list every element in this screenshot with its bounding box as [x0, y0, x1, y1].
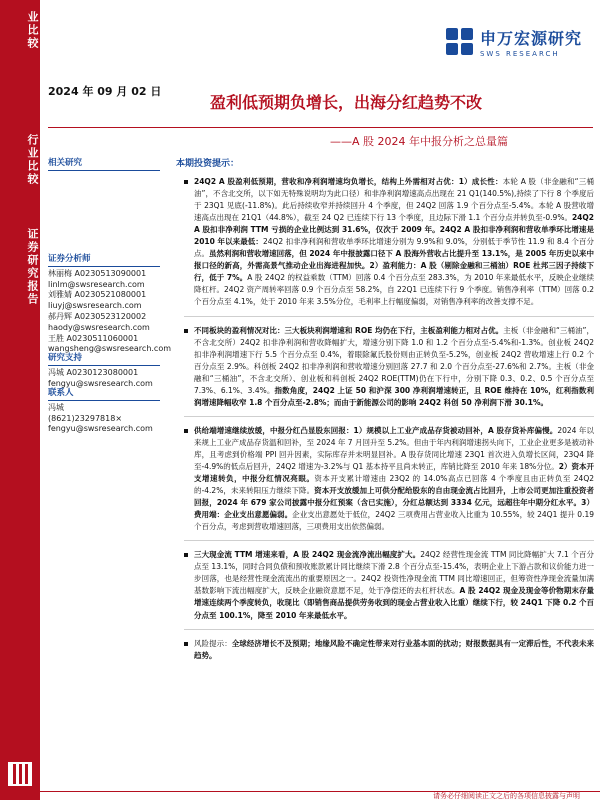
tip-text-bold: 资本开支放缓加上可供分配给股东的自由现金流占比回升，上市公司更加注重投资者回报，2024 年 679 家公司披露中报分红预案（含已实施），分红总额达到 3334 亿元，远超往年中期分红水平。3）费用端：企业支出意愿偏弱。: [194, 486, 594, 520]
tip-text: A 股 24Q2 的权益乘数（TTM）回落 0.4 个百分点至 283.3%，为 2010 年来最低水平，反映企业继续降杠杆。24Q2 资产周转率回落 0.9 个百分点至 58.2%，自 22Q1 已连续下行 9 个季度。销售净利率（TTM）回落 0.2 个百分点至 4.1%，处于 2010 年来 3.5%分位，毛利率上行幅度偏弱，对销售净利率的改善支撑不足。: [194, 273, 594, 307]
tip-text-bold: 全球经济增长不及预期；地缘风险不确定性带来对行业基本面的扰动；财报数据具有一定滞后性，不代表未来趋势。: [194, 638, 595, 660]
analyst-email[interactable]: liuyj@swsresearch.com: [48, 301, 142, 311]
bullet-separator: [184, 409, 594, 417]
tip-paragraph: [184, 425, 594, 533]
tip-text-bold: 2）资本开支增速转负，中报分红情况亮眼。: [194, 461, 594, 484]
tip-text-bold: 24Q2 A 股盈利低预期，营收和净利润增速均负增长，结构上外需相对占优：1）成长性：: [194, 177, 503, 186]
tip-paragraph: [184, 638, 594, 662]
qr-code-icon: [8, 762, 32, 786]
investment-tips-list: [184, 176, 594, 662]
tip-text: 风险提示：: [194, 638, 232, 648]
tip-text-bold: 指数角度，24Q2 上证 50 和沪深 300 净利润增速转正，且 ROE 维持在 10%，红利指数利润增速降幅收窄 1.8 个百分点至-2.8%；而由于新能源公司的影响 24Q2 科创 50 净利润下滑 30.1%。: [194, 385, 594, 407]
assistant-section: [48, 353, 160, 389]
analysts-heading: 证券分析师: [48, 254, 160, 267]
tip-text: 主板（非金融和“三桶油”，不含北交所）24Q2 扣非净利润和营收降幅扩大，增速分别下降 1.0 和 1.2 个百分点至-5.4%和-1.3%。创业板 24Q2 扣非净利润增速下行 5.5 个百分点至 0.4%，着眼除氟氏股份则由正转负至-5.2%，创业板 24Q2 营收增速上行 0.2 个百分点至 2.9%。科创板 24Q2 扣非净利润和营收增速分别回落 27.7 和 2.0 个百分点至-27.6%和 2.7%。主板（非金融和“三桶油”，不含北交所）、创业板和科创板 24Q2 ROE(TTM)仍在下行中，分别下降 0.3、0.2、0.5 个百分点至 7.3%、6.1%、3.4%。: [194, 325, 594, 395]
tip-text-bold: 不同板块的盈利情况对比：三大板块利润增速和 ROE 均仍在下行，主板盈利能力相对占优。: [194, 325, 504, 335]
tip-paragraph: [184, 176, 594, 309]
tip-text: 资本开支累计增速由 23Q2 的 14.0%高点已回落 4 个季度且由正转负至 24Q2 的-4.2%，未来转阳压力继续下降。: [194, 474, 595, 496]
tip-text: 2024 年以来规上工业产成品存货温和回补，至 2024 年 7 月回升至 5.2%。但由于年内利润增速拐头向下，工业企业更多是被动补库，且考虑到价格端 PPI 回升因素，实际库存并未明显回补。A 股存货同比增速 23Q1 首次进入负增长区间，23Q4 降至-4.9%的低点后回升，24Q2 增速为-3.2%与 Q1 基本持平且尚未转正，库销比降至 2010 年来 18%分位。: [194, 425, 594, 471]
assistant-line: 冯城 A0230123080001: [48, 367, 139, 377]
related-research: [48, 158, 160, 173]
tip-text: 本轮 A 股（非金融和“三桶油”，不含北交所，以下如无特殊说明均为此口径）和非净利润增速高点出现在 21 Q1(140.5%),持续了下行 8 个季度后于 23Q1 见底(-11.8%)。此后持续收窄并持续回升 4 个季度，但 24Q2 回落 1.9 个百分点至-5.4%。本轮 A 股营收增速高点出现在 21Q1（44.8%），截至 24 Q2 已连续下行 13 个季度，且边际下滑 1.1 个百分点并转负至-0.9%。: [194, 177, 594, 223]
tip-text: 24Q2 扣非净利润和营收单季环比增速分别为 9.9%和 9.0%，分别低于季节性 11.9 和 8.4 个百分点。: [194, 237, 594, 259]
contact-name: 冯城: [48, 402, 64, 412]
tip-text-bold: 虽然利润和营收增速回落，但 2024 年中报披露口径下 A 股海外营收占比提升至 13.1%，是 2005 年历史以来中报口径的新高，外需高景气推动企业出海进程加快。2）盈利能力：A 股（剔除金融和三桶油）ROE 杜邦三因子持续下行，低于 7%。: [194, 249, 594, 283]
analyst-line: 刘雅婧 A0230521080001: [48, 290, 147, 300]
assistant-heading: 研究支持: [48, 353, 160, 366]
analyst-email[interactable]: linlm@swsresearch.com: [48, 279, 145, 289]
analyst-line: 王胜 A0230511060001: [48, 333, 139, 343]
band-label-report-type: 证券研究报告: [26, 228, 39, 306]
bullet-separator: [184, 533, 594, 541]
analyst-email[interactable]: wangsheng@swsresearch.com: [48, 344, 172, 354]
footer-disclaimer: 请务必仔细阅读正文之后的各项信息披露与声明: [433, 792, 580, 800]
bullet-separator: [184, 622, 594, 630]
contact-email[interactable]: fengyu@swsresearch.com: [48, 424, 153, 434]
analyst-email[interactable]: haody@swsresearch.com: [48, 322, 150, 332]
brand-name-en: SWS RESEARCH: [479, 50, 560, 58]
related-heading: 相关研究: [48, 158, 160, 171]
tip-text: 企业支出意愿处于低位，24Q2 三项费用占营业收入比重为 10.55%，较 24Q1 提升 0.19 个百分点，考虑到营收增速回落，三项费用支出依然偏弱。: [194, 510, 595, 532]
analysts-section: [48, 254, 172, 355]
assistant-email[interactable]: fengyu@swsresearch.com: [48, 378, 153, 388]
report-title: 盈利低预期负增长，出海分红趋势不改: [210, 93, 483, 112]
report-date: 2024 年 09 月 02 日: [48, 85, 162, 98]
tip-paragraph: [184, 549, 594, 621]
analyst-line: 林丽梅 A0230513090001: [48, 268, 147, 278]
band-label-category: 行业比较: [26, 134, 39, 186]
tip-text-bold: 24Q2 A 股扣非净利润 TTM 亏损的企业比例达到 31.6%，仅次于 2009 年。24Q2 A 股扣非净利润和营收单季环比增速是 2010 年以来最低：: [194, 213, 594, 247]
tip-text-bold: 供给端增速继续放缓，中报分红凸显股东回报：1）规模以上工业产成品存货被动回补，A 股存货补库偏慢。: [194, 425, 558, 435]
tip-paragraph: [184, 325, 594, 409]
tip-text: 24Q2 经营性现金流 TTM 同比降幅扩大 7.1 个百分点至 13.1%，同时合同负债和预收账款累计同比继续下滑 2.8 个百分点至-15.4%，表明企业上下游占款和议价能力进一步回落，也是经营性现金流流出的重要原因之一。24Q2 投资性净现金流 TTM 同比增速回正，但筹资性净现金流量加满基数影响下流出幅度扩大，反映企业融资意愿不足，处于净偿还的去杠杆状态。: [194, 550, 594, 596]
brand-logo: [446, 26, 582, 58]
tip-text-bold: 三大现金流 TTM 增速来看，A 股 24Q2 现金流净流出幅度扩大。: [194, 550, 421, 560]
investment-tips-heading: 本期投资提示：: [176, 159, 240, 169]
bullet-separator: [184, 309, 594, 317]
logo-mark-icon: [446, 28, 474, 56]
analyst-line: 郝丹辉 A0230523120002: [48, 311, 147, 321]
band-label-top: 业比较: [26, 10, 39, 50]
header-divider: [48, 127, 593, 128]
brand-name-cn: 申万宏源研究: [479, 29, 582, 48]
contact-section: [48, 388, 160, 435]
contact-heading: 联系人: [48, 388, 160, 401]
tip-text-bold: A 股 24Q2 现金及现金等价物期末存量增速连续两个季度转负，收现比（即销售商品提供劳务收到的现金占营业收入比重）继续下行，较 24Q1 下降 0.2 个百分点至 100.1%，降至 2010 年来最低水平。: [194, 586, 594, 620]
contact-phone: (8621)23297818×: [48, 413, 123, 423]
report-subtitle: ——A 股 2024 年中报分析之总量篇: [330, 135, 509, 148]
